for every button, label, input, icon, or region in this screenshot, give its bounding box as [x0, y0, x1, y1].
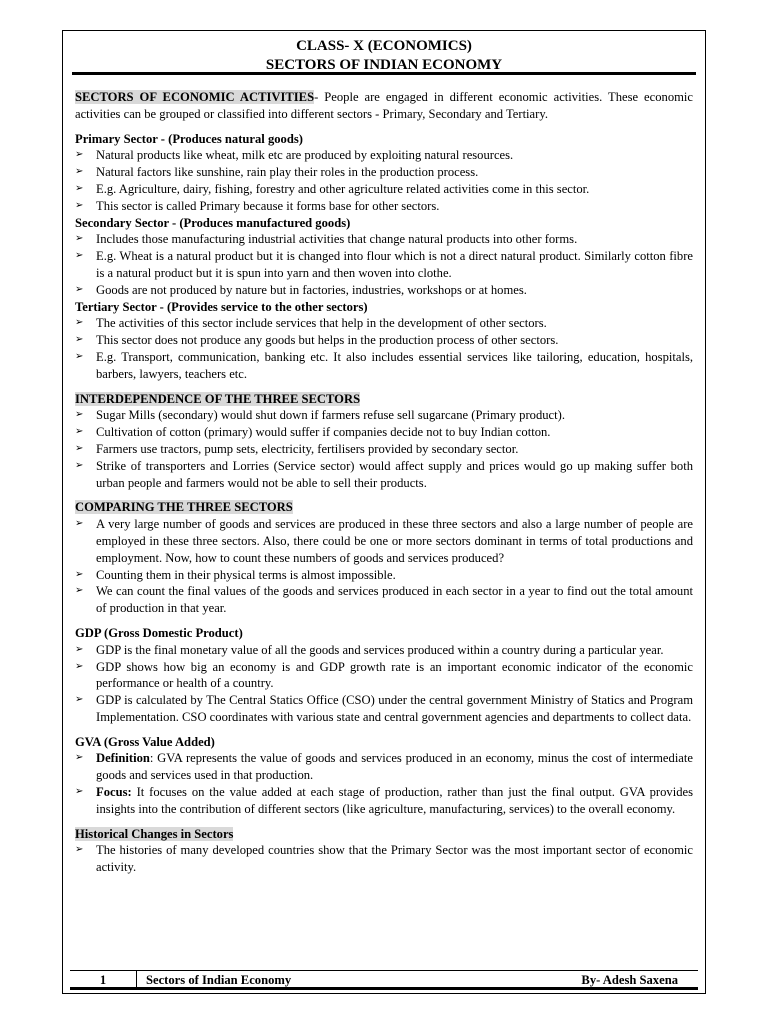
arrow-bullet-icon: ➢: [75, 283, 84, 295]
primary-list: [75, 147, 693, 214]
definition-label: Definition: [96, 751, 150, 766]
gva-list: [75, 750, 693, 817]
comparing-list: [75, 516, 693, 617]
arrow-bullet-icon: ➢: [75, 317, 84, 329]
list-item: ➢ We can count the final values of the goods and services produced in each sector in a year to find out the total amount of production in that year.: [75, 584, 693, 616]
document-header: [72, 31, 696, 75]
secondary-title: Secondary Sector - (Produces manufactured goods): [75, 215, 351, 230]
document-footer: [70, 970, 698, 990]
list-item: ➢ Strike of transporters and Lorries (Service sector) would affect supply and prices would go up making suffer both urban people and farmers would not be able to sell their products.: [75, 458, 693, 490]
intro-paragraph: [75, 89, 693, 123]
footer-title: Sectors of Indian Economy: [146, 973, 292, 987]
list-item: ➢ Goods are not produced by nature but in factories, industries, workshops or at homes.: [75, 282, 527, 297]
arrow-bullet-icon: ➢: [75, 334, 84, 346]
arrow-bullet-icon: ➢: [75, 660, 84, 672]
list-item: ➢ Includes those manufacturing industrial activities that change natural products into other forms.: [75, 232, 578, 247]
interdependence-list: [75, 407, 693, 491]
list-item: ➢ The histories of many developed countries show that the Primary Sector was the most important sector of economic activity.: [75, 843, 693, 875]
list-item: ➢ Counting them in their physical terms is almost impossible.: [75, 567, 396, 582]
list-item: ➢ Definition: GVA represents the value of goods and services produced in an economy, minus the cost of intermediate goods and services used in that production.: [75, 751, 693, 783]
footer-author: By- Adesh Saxena: [581, 973, 678, 987]
list-item: ➢ E.g. Agriculture, dairy, fishing, forestry and other agriculture related activities come in this sector.: [75, 181, 590, 196]
arrow-bullet-icon: ➢: [75, 752, 84, 764]
chapter-title: SECTORS OF INDIAN ECONOMY: [265, 57, 503, 73]
arrow-bullet-icon: ➢: [75, 518, 84, 530]
arrow-bullet-icon: ➢: [75, 409, 84, 421]
page-number: 1: [70, 971, 137, 987]
arrow-bullet-icon: ➢: [75, 182, 84, 194]
list-item: ➢ Natural factors like sunshine, rain play their roles in the production process.: [75, 165, 479, 180]
arrow-bullet-icon: ➢: [75, 426, 84, 438]
arrow-bullet-icon: ➢: [75, 166, 84, 178]
historical-heading: Historical Changes in Sectors: [75, 826, 234, 841]
list-item: ➢ Natural products like wheat, milk etc are produced by exploiting natural resources.: [75, 148, 514, 163]
arrow-bullet-icon: ➢: [75, 233, 84, 245]
historical-list: [75, 842, 693, 876]
secondary-list: [75, 231, 693, 298]
list-item: ➢ Focus: It focuses on the value added at each stage of production, rather than just the final output. GVA provides insights into the contribution of different sectors (like agriculture, manufacturing, services) to the overall economy.: [75, 785, 693, 816]
list-item: ➢ GDP is the final monetary value of all the goods and services produced within a country during a particular year.: [75, 642, 664, 657]
comparing-heading: COMPARING THE THREE SECTORS: [75, 500, 293, 515]
interdependence-heading: INTERDEPENDENCE OF THE THREE SECTORS: [75, 391, 361, 406]
list-item: ➢ Farmers use tractors, pump sets, electricity, fertilisers provided by secondary sector.: [75, 441, 519, 456]
list-item: ➢ Sugar Mills (secondary) would shut down if farmers refuse sell sugarcane (Primary product).: [75, 408, 565, 423]
list-item: ➢ This sector does not produce any goods but helps in the production process of other sectors.: [75, 333, 559, 348]
list-item: ➢ GDP shows how big an economy is and GDP growth rate is an important economic indicator of the economic performance or health of a country.: [75, 659, 693, 691]
tertiary-title: Tertiary Sector - (Provides service to the other sectors): [75, 299, 368, 314]
gdp-title: GDP (Gross Domestic Product): [75, 625, 243, 640]
list-item: ➢ This sector is called Primary because it forms base for other sectors.: [75, 198, 440, 213]
list-item: ➢ The activities of this sector include services that help in the development of other sectors.: [75, 316, 547, 331]
arrow-bullet-icon: ➢: [75, 568, 84, 580]
arrow-bullet-icon: ➢: [75, 585, 84, 597]
intro-text: - People are engaged in different economic activities. These economic activities can be grouped or classified into different sectors - Primary, Secondary and Tertiary.: [75, 90, 694, 121]
arrow-bullet-icon: ➢: [75, 694, 84, 706]
arrow-bullet-icon: ➢: [75, 149, 84, 161]
document-page: [62, 30, 706, 994]
gva-title: GVA (Gross Value Added): [75, 734, 215, 749]
arrow-bullet-icon: ➢: [75, 786, 84, 798]
list-item: ➢ GDP is calculated by The Central Statics Office (CSO) under the central government Ministry of Statics and Program Implementation. CSO coordinates with various state and central government agencies and departments to collect data.: [75, 693, 693, 724]
list-item: ➢ E.g. Transport, communication, banking etc. It also includes essential services like tailoring, education, hospitals, barbers, lawyers, teachers etc.: [75, 349, 693, 381]
list-item: ➢ A very large number of goods and services are produced in these three sectors and also a large number of people are employed in these three sectors. Also, there could be one or more sectors dominant in terms of total productions and employment. Now, how to count these numbers of goods and services produced?: [75, 517, 693, 565]
arrow-bullet-icon: ➢: [75, 844, 84, 856]
document-content: [75, 89, 693, 876]
arrow-bullet-icon: ➢: [75, 459, 84, 471]
arrow-bullet-icon: ➢: [75, 442, 84, 454]
focus-label: Focus:: [96, 785, 132, 800]
list-item: ➢ Cultivation of cotton (primary) would suffer if companies decide not to buy Indian cotton.: [75, 425, 551, 440]
primary-title: Primary Sector - (Produces natural goods): [75, 131, 303, 146]
list-item: ➢ E.g. Wheat is a natural product but it is changed into flour which is not a direct natural product. Similarly cotton fibre is a natural product but it is spun into yarn and then woven into clothe.: [75, 249, 693, 280]
class-title: CLASS- X (ECONOMICS): [296, 38, 472, 54]
gdp-list: [75, 642, 693, 726]
arrow-bullet-icon: ➢: [75, 350, 84, 362]
arrow-bullet-icon: ➢: [75, 199, 84, 211]
intro-heading: SECTORS OF ECONOMIC ACTIVITIES: [75, 90, 315, 104]
arrow-bullet-icon: ➢: [75, 250, 84, 262]
tertiary-list: [75, 315, 693, 382]
arrow-bullet-icon: ➢: [75, 643, 84, 655]
